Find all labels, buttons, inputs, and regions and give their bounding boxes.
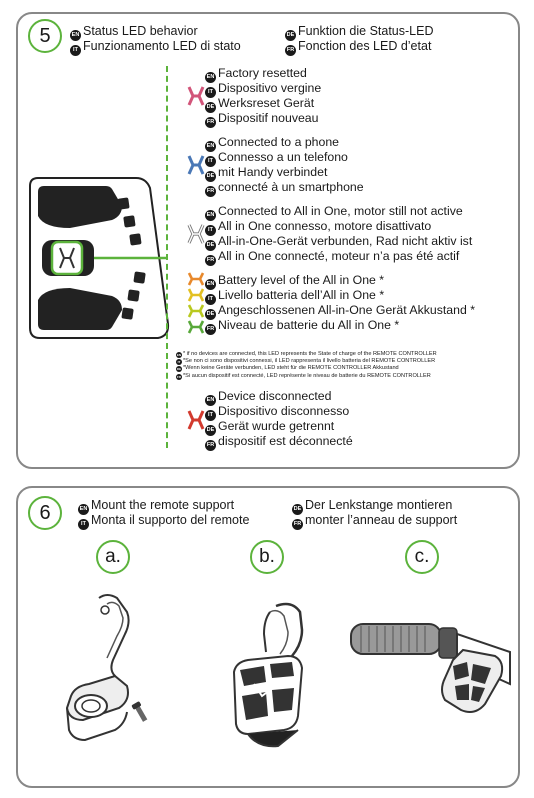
- flag-it-icon: IT: [70, 45, 81, 56]
- flag-it-icon: IT: [205, 410, 216, 421]
- flag-de-icon: DE: [176, 367, 182, 372]
- remote-controller-illustration: [24, 176, 174, 341]
- flag-en-icon: EN: [205, 141, 216, 152]
- substep-a-label: a.: [96, 540, 130, 574]
- flag-fr-icon: FR: [205, 255, 216, 266]
- flag-en-icon: EN: [205, 279, 216, 290]
- state-connected-allinone: EN Connected to All in One, motor still not active IT All in One connesso, motore disattivato DE All-in-One-Gerät verbunden, Rad nicht aktiv ist FR All in One connecté, moteur n’a pas été actif: [205, 204, 472, 264]
- state-battery-level: EN Battery level of the All in One * IT Livello batteria dell’All in One * DE Angeschlossenen All-in-One Gerät Akkustand * FR Niveau de batterie du All in One *: [205, 273, 475, 333]
- flag-fr-icon: FR: [177, 374, 181, 379]
- step6-title-en: EN Mount the remote support: [78, 498, 234, 515]
- step5-title-en: EN Status LED behavior: [70, 24, 198, 41]
- flag-it-icon: IT: [205, 294, 216, 305]
- led-icon-battery-yellow: [186, 288, 206, 302]
- led-icon-connected-phone: [186, 155, 206, 175]
- flag-it-icon: IT: [205, 87, 216, 98]
- led-icon-battery-orange: [186, 272, 206, 286]
- led-icon-disconnected: [186, 410, 206, 430]
- flag-it-icon: IT: [205, 225, 216, 236]
- flag-de-icon: DE: [292, 504, 303, 515]
- bracket-mount-illustration: [55, 590, 175, 750]
- flag-de-icon: DE: [205, 309, 216, 320]
- flag-it-icon: IT: [205, 156, 216, 167]
- step6-title-de: DE Der Lenkstange montieren: [292, 498, 452, 515]
- flag-de-icon: DE: [285, 30, 296, 41]
- step5-title-fr: FR Fonction des LED d’etat: [285, 39, 431, 56]
- substep-c-label: c.: [405, 540, 439, 574]
- substep-b-label: b.: [250, 540, 284, 574]
- flag-fr-icon: FR: [205, 186, 216, 197]
- flag-it-icon: IT: [78, 519, 89, 530]
- flag-en-icon: EN: [176, 353, 182, 357]
- flag-de-icon: DE: [205, 102, 216, 113]
- flag-fr-icon: FR: [285, 45, 296, 56]
- flag-en-icon: EN: [205, 395, 216, 406]
- step6-number: 6: [28, 496, 62, 530]
- led-icon-factory-reset: [186, 86, 206, 106]
- flag-en-icon: EN: [70, 30, 81, 41]
- led-icon-battery-green: [186, 320, 206, 334]
- flag-de-icon: DE: [205, 425, 216, 436]
- flag-en-icon: EN: [205, 210, 216, 221]
- flag-en-icon: EN: [205, 72, 216, 83]
- step6-title-it: IT Monta il supporto del remote: [78, 513, 249, 530]
- dashed-connector-line: [166, 66, 168, 448]
- state-connected-phone: EN Connected to a phone IT Connesso a un telefono DE mit Handy verbindet FR connecté à un smartphone: [205, 135, 364, 195]
- step5-title-it: IT Funzionamento LED di stato: [70, 39, 241, 56]
- flag-it-icon: IT: [177, 360, 181, 365]
- handlebar-illustration: [345, 604, 515, 754]
- flag-fr-icon: FR: [205, 324, 216, 335]
- battery-footnotes: EN * if no devices are connected, this LED represents the State of charge of the REMOTE CONTROLLER IT *Se non ci sono dispositivi connessi, il LED rappresenta il livello batteria del REMOTE CONTROLLER DE *Wenn keine Geräte verbunden, LED steht für die REMOTE CONTROLLER Akkustand FR *Si aucun dispositif est connecté, LED représente le niveau de batterie du REMOTE CONTROLLER: [176, 351, 437, 379]
- step5-title-de: DE Funktion die Status-LED: [285, 24, 434, 41]
- remote-in-mount-illustration: [218, 600, 328, 750]
- led-icon-connected-allinone: [186, 224, 206, 244]
- flag-fr-icon: FR: [205, 117, 216, 128]
- flag-de-icon: DE: [205, 171, 216, 182]
- step5-number: 5: [28, 19, 62, 53]
- step6-title-fr: FR monter l’anneau de support: [292, 513, 457, 530]
- flag-fr-icon: FR: [292, 519, 303, 530]
- state-disconnected: EN Device disconnected IT Dispositivo disconnesso DE Gerät wurde getrennt FR dispositif est déconnecté: [205, 389, 353, 449]
- flag-en-icon: EN: [78, 504, 89, 515]
- led-icon-battery-lime: [186, 304, 206, 318]
- flag-de-icon: DE: [205, 240, 216, 251]
- flag-fr-icon: FR: [205, 440, 216, 451]
- state-factory-reset: EN Factory resetted IT Dispositivo vergine DE Werksreset Gerät FR Dispositif nouveau: [205, 66, 321, 126]
